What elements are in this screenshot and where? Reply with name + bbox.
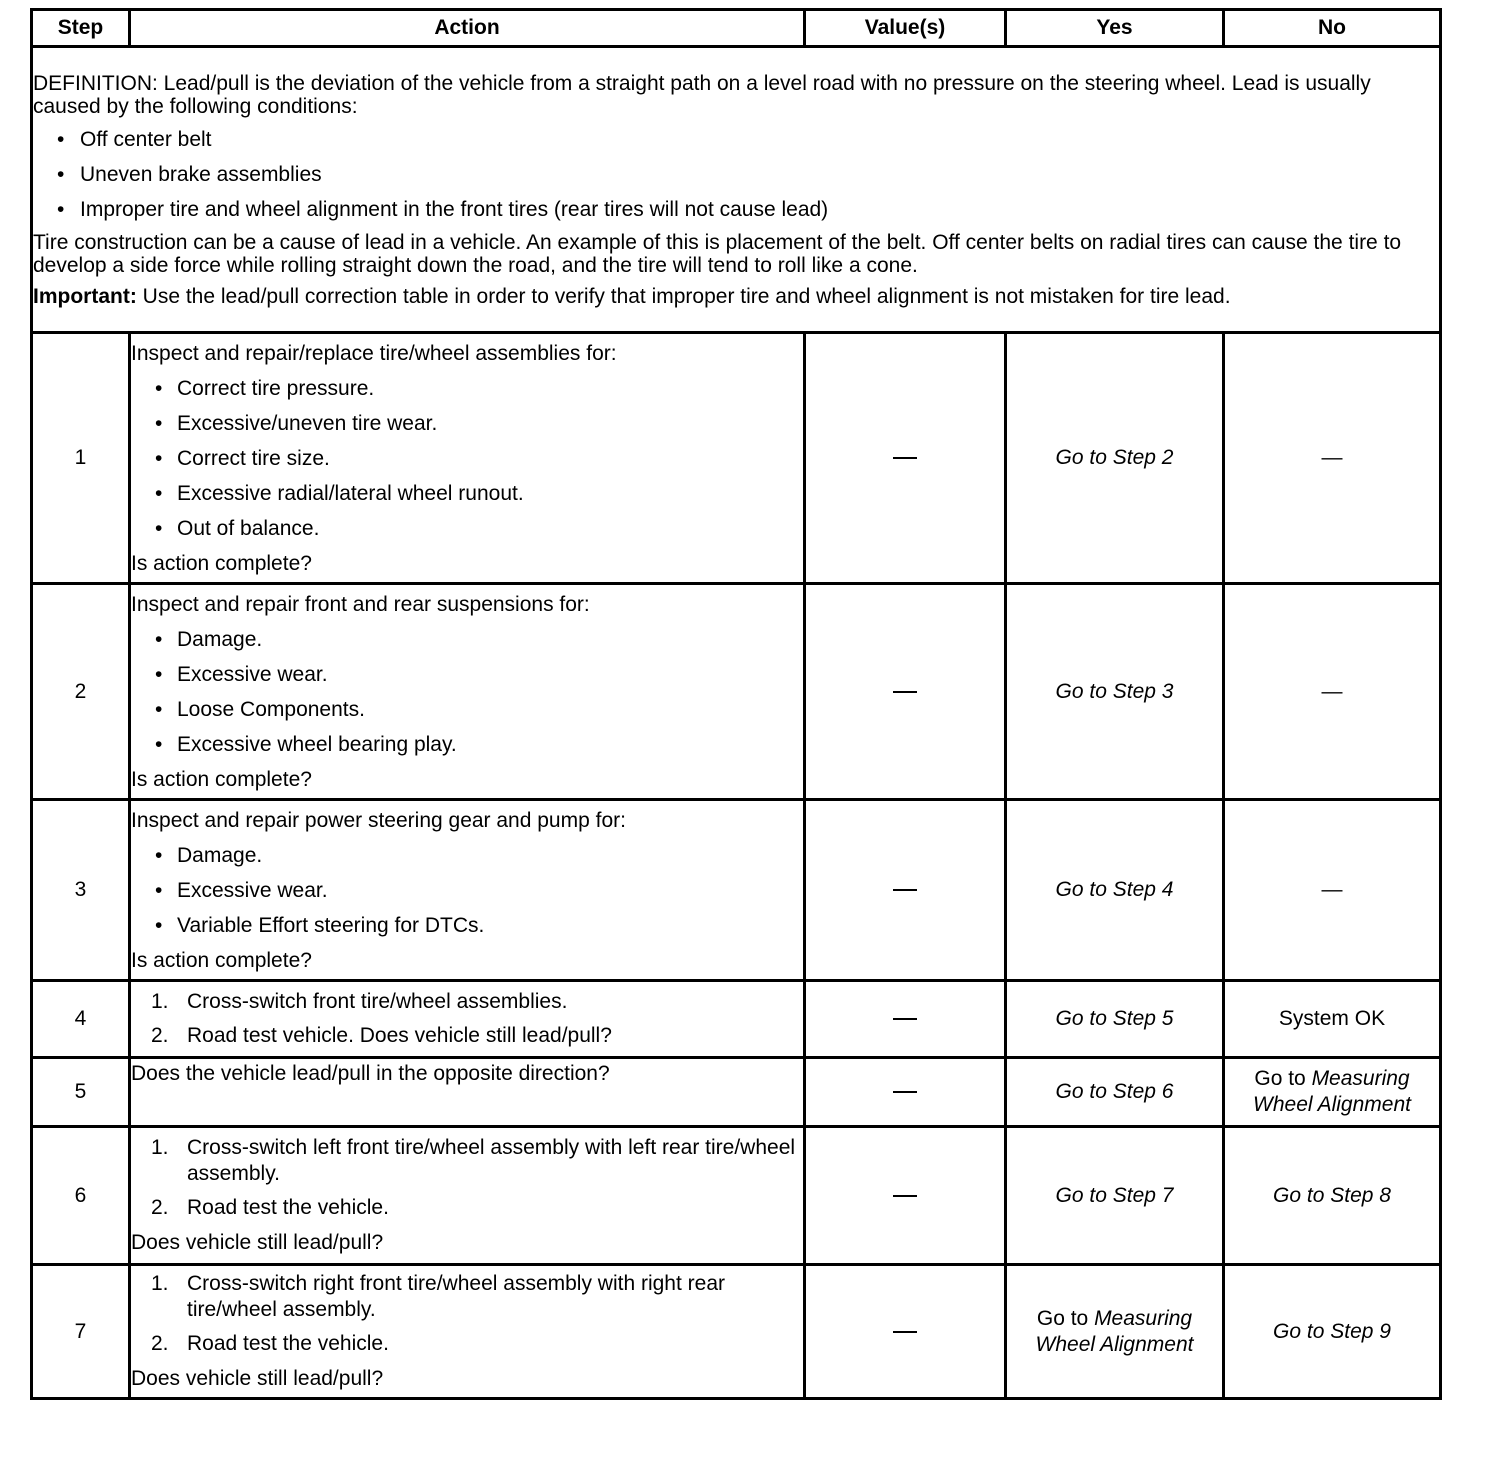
step-number: 2 [32, 584, 130, 800]
action-question: Does the vehicle lead/pull in the opposite direction? [131, 1062, 610, 1085]
list-item: 2. Road test the vehicle. [151, 1332, 389, 1355]
list-item: • Improper tire and wheel alignment in the front tires (rear tires will not cause lead) [33, 192, 1439, 227]
no-cell: Go to Measuring Wheel Alignment [1224, 1058, 1441, 1127]
table-row [32, 333, 1441, 584]
action-intro: Inspect and repair/replace tire/wheel assemblies for: [131, 341, 617, 365]
list-item: • Out of balance. [131, 511, 803, 546]
action-cell [130, 333, 805, 584]
no-cell: — [1224, 800, 1441, 981]
tire-construction-text: Tire construction can be a cause of lead in a vehicle. An example of this is placement of the belt. Off center belts on radial tires can cause the tire to develop a side force while rolling straight down the road, and the tire will tend to roll like a cone. [33, 230, 1402, 277]
no-cell: Go to Step 9 [1224, 1265, 1441, 1399]
value-cell [805, 1058, 1006, 1127]
list-item: • Excessive wear. [131, 873, 803, 908]
no-cell: — [1224, 333, 1441, 584]
header-values: Value(s) [805, 10, 1006, 47]
action-intro: Inspect and repair front and rear suspensions for: [131, 592, 590, 616]
definition-text: DEFINITION: Lead/pull is the deviation of the vehicle from a straight path on a level road with no pressure on the steering wheel. Lead is usually caused by the following conditions: [33, 71, 1371, 118]
yes-cell: Go to Step 3 [1006, 584, 1224, 800]
header-row [32, 10, 1441, 47]
step-number: 3 [32, 800, 130, 981]
action-cell [130, 1265, 805, 1399]
header-action: Action [130, 10, 805, 47]
dash-mark [893, 691, 917, 693]
list-item: 1. Cross-switch front tire/wheel assemblies. [151, 990, 568, 1013]
value-cell [805, 800, 1006, 981]
list-item: • Correct tire pressure. [131, 371, 803, 406]
action-cell [130, 584, 805, 800]
action-question: Does vehicle still lead/pull? [131, 1231, 384, 1254]
list-item: • Damage. [131, 838, 803, 873]
step-number: 5 [32, 1058, 130, 1127]
diagnostic-table [30, 8, 1442, 1400]
list-item: • Damage. [131, 622, 803, 657]
no-cell: — [1224, 584, 1441, 800]
action-cell [130, 981, 805, 1058]
important-note [33, 285, 1439, 308]
yes-cell: Go to Step 7 [1006, 1127, 1224, 1265]
important-text: Use the lead/pull correction table in order to verify that improper tire and wheel alignment is not mistaken for tire lead. [136, 284, 1231, 308]
header-yes: Yes [1006, 10, 1224, 47]
dash-mark [893, 1331, 917, 1333]
important-label: Important: [33, 284, 137, 308]
header-step: Step [32, 10, 130, 47]
list-item: • Uneven brake assemblies [33, 157, 1439, 192]
list-item: • Excessive wheel bearing play. [131, 727, 803, 762]
definition-cell [32, 47, 1441, 333]
dash-mark [893, 1195, 917, 1197]
yes-cell: Go to Measuring Wheel Alignment [1006, 1265, 1224, 1399]
dash-mark [893, 457, 917, 459]
value-cell [805, 1127, 1006, 1265]
table-row [32, 1058, 1441, 1127]
definition-row [32, 47, 1441, 333]
table-row [32, 1265, 1441, 1399]
action-cell [130, 800, 805, 981]
yes-cell: Go to Step 4 [1006, 800, 1224, 981]
list-item: 2. Road test the vehicle. [151, 1196, 389, 1219]
table-row [32, 800, 1441, 981]
dash-mark [893, 1018, 917, 1020]
dash-mark [893, 1091, 917, 1093]
list-item: 1. Cross-switch left front tire/wheel assembly with left rear tire/wheel assembly. [151, 1136, 796, 1185]
table-row [32, 1127, 1441, 1265]
value-cell [805, 333, 1006, 584]
yes-cell: Go to Step 5 [1006, 981, 1224, 1058]
header-no: No [1224, 10, 1441, 47]
list-item: • Excessive radial/lateral wheel runout. [131, 476, 803, 511]
dash-mark [893, 889, 917, 891]
step-number: 7 [32, 1265, 130, 1399]
list-item: 2. Road test vehicle. Does vehicle still lead/pull? [151, 1024, 612, 1047]
action-question: Is action complete? [131, 551, 312, 575]
value-cell [805, 1265, 1006, 1399]
action-cell [130, 1058, 805, 1127]
action-intro: Inspect and repair power steering gear and pump for: [131, 808, 626, 832]
value-cell [805, 981, 1006, 1058]
action-cell [130, 1127, 805, 1265]
value-cell [805, 584, 1006, 800]
no-cell: System OK [1224, 981, 1441, 1058]
list-item: • Off center belt [33, 122, 1439, 157]
table-row [32, 981, 1441, 1058]
list-item: • Variable Effort steering for DTCs. [131, 908, 803, 943]
action-question: Is action complete? [131, 767, 312, 791]
action-question: Is action complete? [131, 948, 312, 972]
action-question: Does vehicle still lead/pull? [131, 1367, 384, 1390]
step-number: 1 [32, 333, 130, 584]
yes-cell: Go to Step 6 [1006, 1058, 1224, 1127]
list-item: 1. Cross-switch right front tire/wheel assembly with right rear tire/wheel assembly. [151, 1272, 726, 1321]
list-item: • Excessive/uneven tire wear. [131, 406, 803, 441]
table-row [32, 584, 1441, 800]
list-item: • Excessive wear. [131, 657, 803, 692]
step-number: 4 [32, 981, 130, 1058]
step-number: 6 [32, 1127, 130, 1265]
definition-bullet-list [33, 122, 1439, 227]
yes-cell: Go to Step 2 [1006, 333, 1224, 584]
list-item: • Correct tire size. [131, 441, 803, 476]
no-cell: Go to Step 8 [1224, 1127, 1441, 1265]
list-item: • Loose Components. [131, 692, 803, 727]
